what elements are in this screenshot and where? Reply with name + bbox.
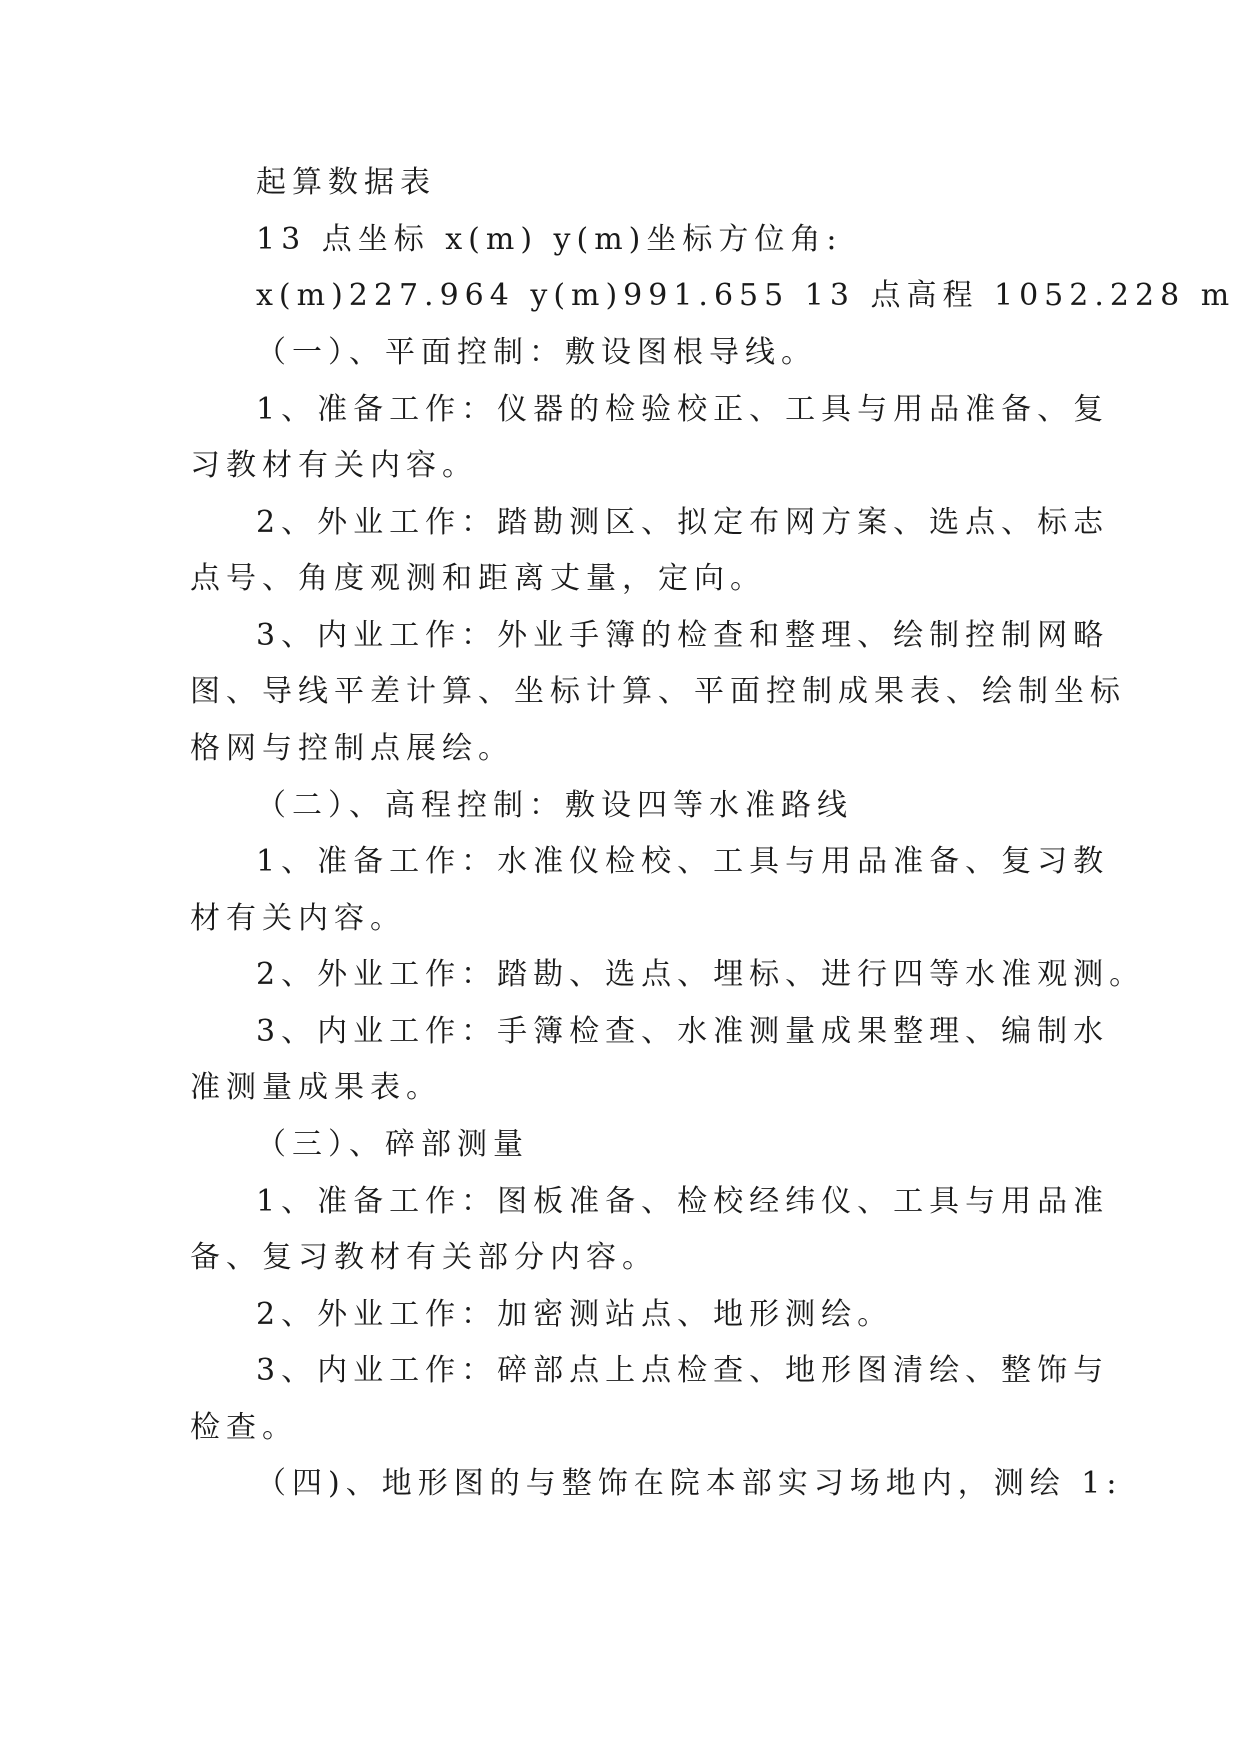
section-heading: （四)、地形图的与整饰在院本部实习场地内，测绘 1: bbox=[256, 1466, 1123, 1501]
text-line: 3、内业工作：碎部点上点检查、地形图清绘、整饰与 bbox=[256, 1353, 1110, 1388]
section-heading: （三）、碎部测量 bbox=[256, 1127, 529, 1162]
text-line: 2、外业工作：加密测站点、地形测绘。 bbox=[256, 1297, 894, 1332]
text-line: 准测量成果表。 bbox=[190, 1070, 442, 1105]
text-line: 习教材有关内容。 bbox=[190, 448, 478, 483]
text-line: x(m)227.964 y(m)991.655 13 点高程 1052.228 m bbox=[256, 278, 1236, 313]
text-line: 材有关内容。 bbox=[190, 901, 406, 936]
text-line: 1、准备工作：图板准备、检校经纬仪、工具与用品准 bbox=[256, 1184, 1110, 1219]
text-line: 1、准备工作：仪器的检验校正、工具与用品准备、复 bbox=[256, 392, 1110, 427]
text-line: 备、复习教材有关部分内容。 bbox=[190, 1240, 658, 1275]
section-heading: （二）、高程控制：敷设四等水准路线 bbox=[256, 788, 853, 823]
text-line: 2、外业工作：踏勘测区、拟定布网方案、选点、标志 bbox=[256, 505, 1110, 540]
text-line: 13 点坐标 x(m) y(m)坐标方位角: bbox=[256, 222, 843, 257]
heading-starting-data-table: 起算数据表 bbox=[256, 165, 436, 200]
text-line: 3、内业工作：手簿检查、水准测量成果整理、编制水 bbox=[256, 1014, 1110, 1049]
text-line: 检查。 bbox=[190, 1410, 298, 1445]
text-line: 2、外业工作：踏勘、选点、埋标、进行四等水准观测。 bbox=[256, 957, 1146, 992]
text-line: 点号、角度观测和距离丈量，定向。 bbox=[190, 561, 766, 596]
text-line: 图、导线平差计算、坐标计算、平面控制成果表、绘制坐标 bbox=[190, 674, 1126, 709]
text-line: 1、准备工作：水准仪检校、工具与用品准备、复习教 bbox=[256, 844, 1110, 879]
section-heading: （一）、平面控制：敷设图根导线。 bbox=[256, 335, 817, 370]
text-line: 3、内业工作：外业手簿的检查和整理、绘制控制网略 bbox=[256, 618, 1110, 653]
text-line: 格网与控制点展绘。 bbox=[190, 731, 514, 766]
